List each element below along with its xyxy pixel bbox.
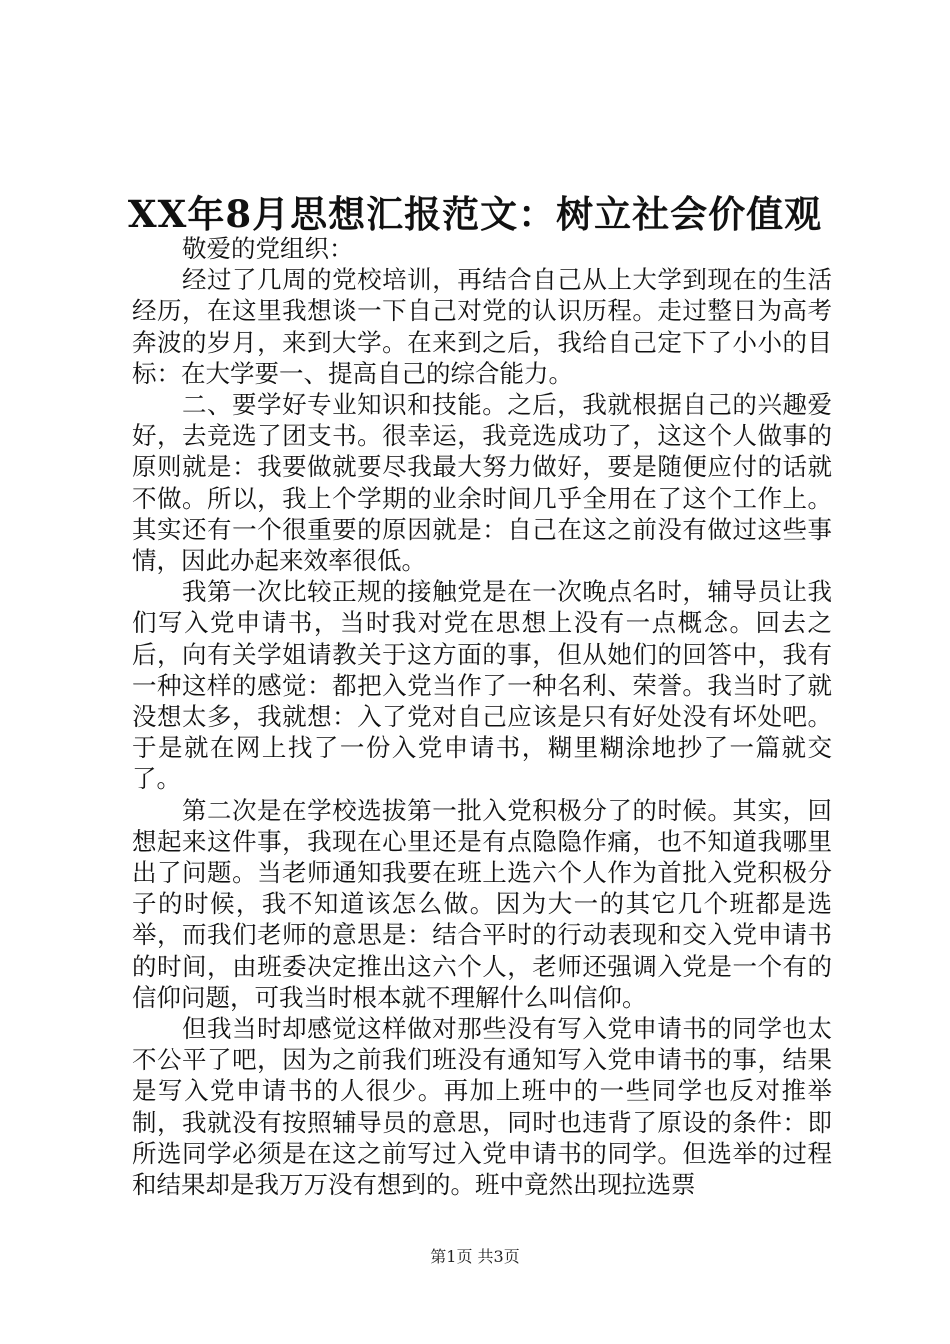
- salutation: 敬爱的党组织：: [182, 234, 354, 263]
- paragraph-1: 经过了几周的党校培训，再结合自己从上大学到现在的生活经历，在这里我想谈一下自己对党的认识历程。走过整日为高考奔波的岁月，来到大学。在来到之后，我给自己定下了小小的目标：在大学要一、提高自己的综合能力。: [132, 265, 832, 388]
- paragraph-4: 第二次是在学校选拔第一批入党积极分了的时候。其实，回想起来这件事，我现在心里还是有点隐隐作痛，也不知道我哪里出了问题。当老师通知我要在班上选六个人作为首批入党积极分子的时候，我不知道该怎么做。因为大一的其它几个班都是选举，而我们老师的意思是：结合平时的行动表现和交入党申请书的时间，由班委决定推出这六个人，老师还强调入党是一个有的信仰问题，可我当时根本就不理解什么叫信仰。: [132, 795, 832, 1012]
- document-body: [132, 233, 832, 1200]
- paragraph-5: 但我当时却感觉这样做对那些没有写入党申请书的同学也太不公平了吧，因为之前我们班没有通知写入党申请书的事，结果是写入党申请书的人很少。再加上班中的一些同学也反对推举制，我就没有按照辅导员的意思，同时也违背了原设的条件：即所选同学必须是在这之前写过入党申请书的同学。但选举的过程和结果却是我万万没有想到的。班中竟然出现拉选票: [132, 1014, 832, 1200]
- document-title: XX年8月思想汇报范文：树立社会价值观: [127, 192, 823, 236]
- paragraph-2: 二、要学好专业知识和技能。之后，我就根据自己的兴趣爱好，去竞选了团支书。很幸运，我竞选成功了，这这个人做事的原则就是：我要做就要尽我最大努力做好，要是随便应付的话就不做。所以，我上个学期的业余时间几乎全用在了这个工作上。其实还有一个很重要的原因就是：自己在这之前没有做过这些事情，因此办起来效率很低。: [132, 390, 832, 576]
- page-footer: 第1页 共3页: [430, 1247, 520, 1266]
- paragraph-3: 我第一次比较正规的接触党是在一次晚点名时，辅导员让我们写入党申请书，当时我对党在思想上没有一点概念。回去之后，向有关学姐请教关于这方面的事，但从她们的回答中，我有一种这样的感觉：都把入党当作了一种名利、荣誉。我当时了就没想太多，我就想：入了党对自己应该是只有好处没有坏处吧。于是就在网上找了一份入党申请书，糊里糊涂地抄了一篇就交了。: [132, 577, 832, 794]
